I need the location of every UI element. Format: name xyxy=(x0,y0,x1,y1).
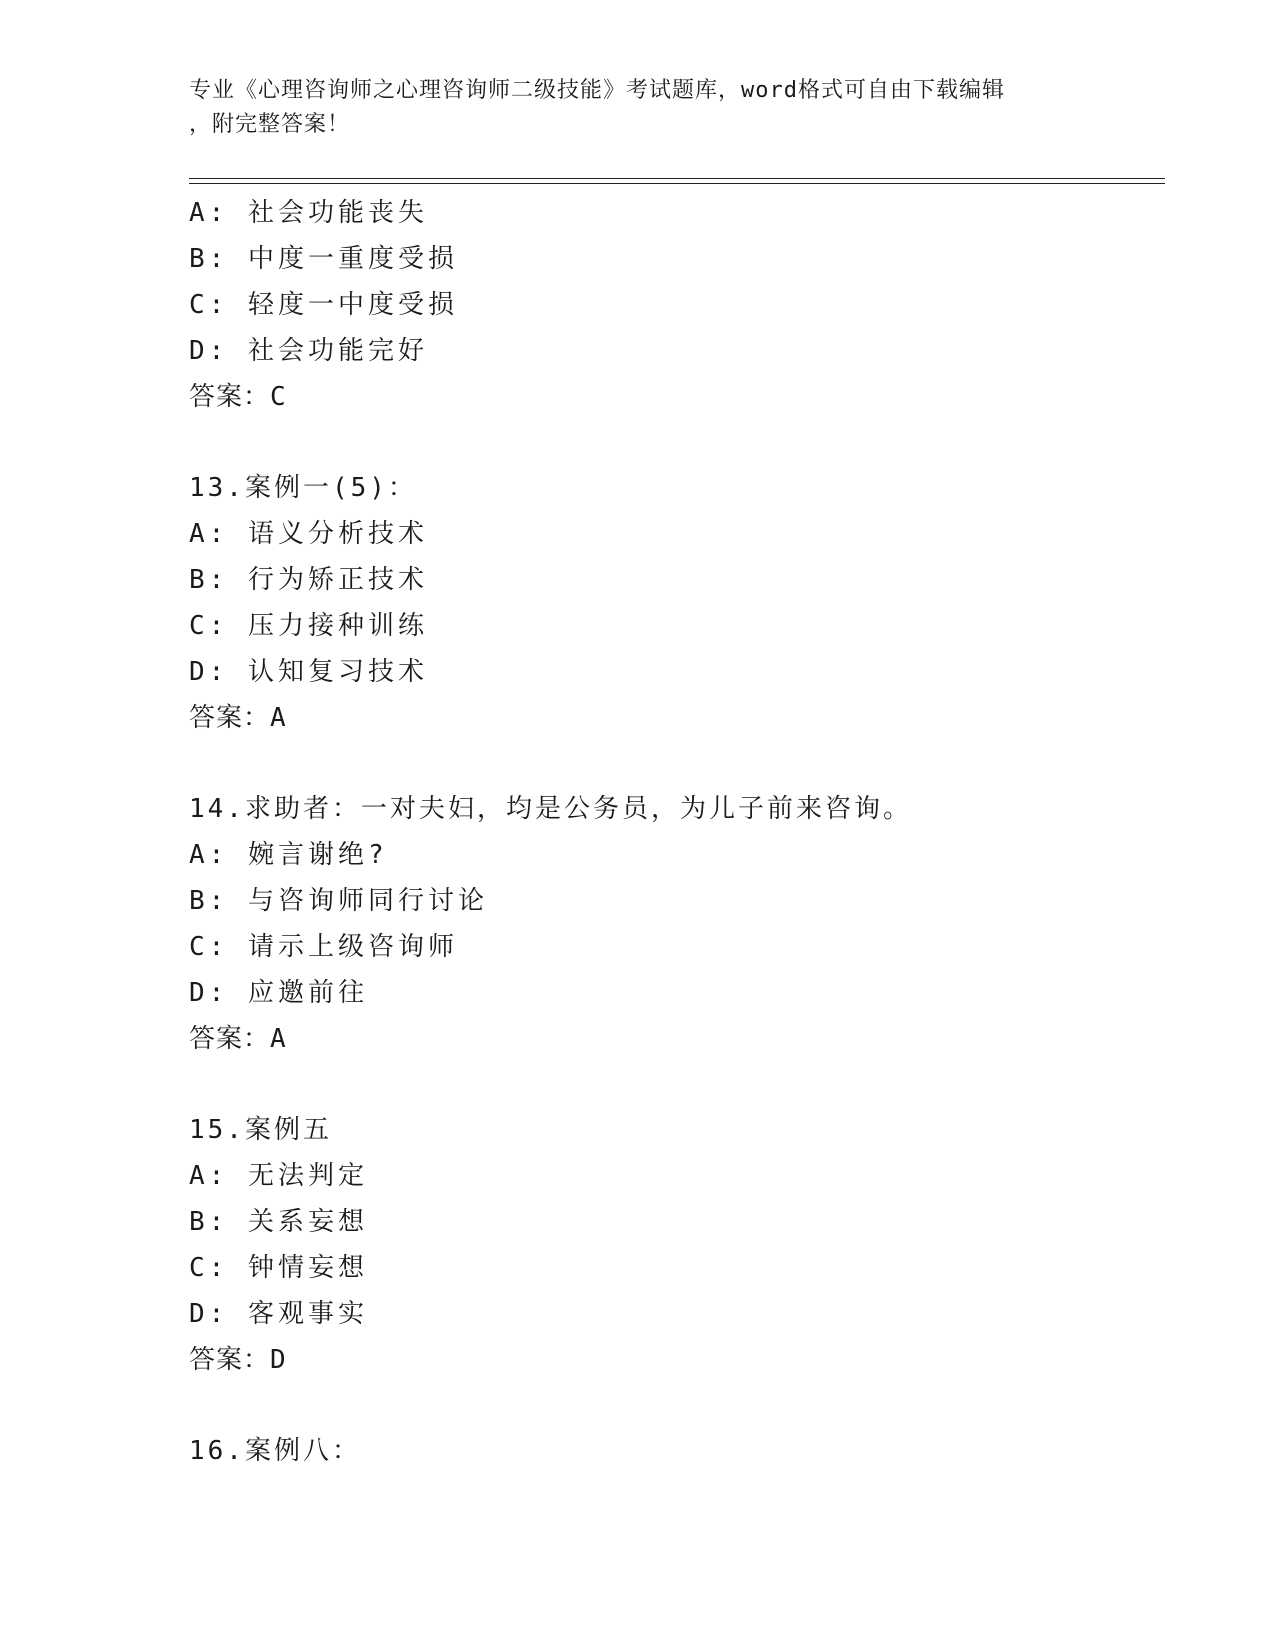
option-b: B: 行为矫正技术 xyxy=(189,565,428,595)
question-stem: 14.求助者：一对夫妇，均是公务员，为儿子前来咨询。 xyxy=(189,794,912,824)
question-16 xyxy=(189,1428,1169,1474)
option-b: B: 与咨询师同行讨论 xyxy=(189,886,488,916)
question-14 xyxy=(189,786,1169,1062)
option-b: B: 关系妄想 xyxy=(189,1207,368,1237)
question-12 xyxy=(189,190,1169,420)
question-stem: 13.案例一(5)： xyxy=(189,473,417,503)
answer-line: 答案：D xyxy=(189,1345,287,1375)
header-line-2: ，附完整答案！ xyxy=(189,112,351,137)
option-a: A: 婉言谢绝? xyxy=(189,840,388,870)
option-a: A: 无法判定 xyxy=(189,1161,368,1191)
option-d: D: 应邀前往 xyxy=(189,978,368,1008)
question-15 xyxy=(189,1107,1169,1383)
question-stem: 15.案例五 xyxy=(189,1115,332,1145)
header-divider-top xyxy=(189,178,1165,179)
document-header xyxy=(189,74,1089,142)
option-a: A: 语义分析技术 xyxy=(189,519,428,549)
option-b: B: 中度一重度受损 xyxy=(189,244,458,274)
option-c: C: 轻度一中度受损 xyxy=(189,290,458,320)
header-line-1: 专业《心理咨询师之心理咨询师二级技能》考试题库，word格式可自由下载编辑 xyxy=(189,78,1005,103)
answer-line: 答案：A xyxy=(189,703,287,733)
question-list xyxy=(189,190,1169,1474)
option-c: C: 钟情妄想 xyxy=(189,1253,368,1283)
question-13 xyxy=(189,465,1169,741)
option-c: C: 请示上级咨询师 xyxy=(189,932,458,962)
question-stem: 16.案例八： xyxy=(189,1436,361,1466)
answer-line: 答案：C xyxy=(189,382,287,412)
header-divider-bottom xyxy=(189,183,1165,184)
option-d: D: 社会功能完好 xyxy=(189,336,428,366)
option-d: D: 客观事实 xyxy=(189,1299,368,1329)
option-c: C: 压力接种训练 xyxy=(189,611,428,641)
option-a: A: 社会功能丧失 xyxy=(189,198,428,228)
answer-line: 答案：A xyxy=(189,1024,287,1054)
option-d: D: 认知复习技术 xyxy=(189,657,428,687)
